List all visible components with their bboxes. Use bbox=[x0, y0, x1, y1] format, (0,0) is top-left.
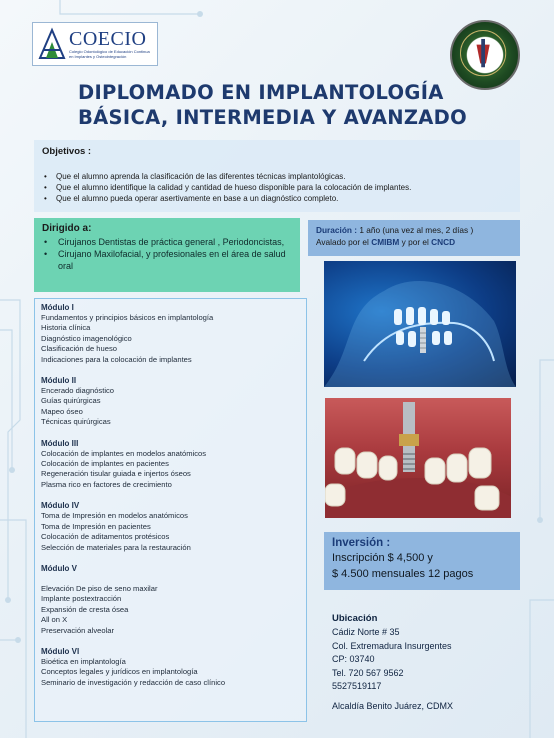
address-postal-code: CP: 03740 bbox=[332, 654, 375, 664]
module-item: Toma de Impresión en pacientes bbox=[41, 521, 151, 531]
module-item: Historia clínica bbox=[41, 323, 91, 333]
objective-item: • Que el alumno aprenda la clasificación de las diferentes técnicas implantológicas. bbox=[42, 171, 512, 182]
module-item: All on X bbox=[41, 615, 68, 625]
page-title bbox=[78, 80, 478, 130]
phone-number: Tel. 720 567 9562 bbox=[332, 667, 404, 678]
module-title: Módulo III bbox=[41, 438, 79, 448]
endorsement-prefix: Avalado por el bbox=[316, 237, 372, 247]
module-title: Módulo V bbox=[41, 563, 77, 573]
module-item: Colocación de implantes en pacientes bbox=[41, 459, 169, 469]
dental-implant-image bbox=[325, 398, 511, 518]
audience-item: • Cirujano Maxilofacial, y profesionales en el área de salud oral bbox=[42, 248, 292, 272]
module-3 bbox=[41, 439, 300, 491]
module-item: Plasma rico en factores de crecimiento bbox=[41, 479, 172, 489]
objective-item: • Que el alumno identifique la calidad y cantidad de hueso disponible para la colocación de implantes. bbox=[42, 182, 512, 193]
title-line-2: BÁSICA, INTERMEDIA Y AVANZADO bbox=[78, 106, 468, 129]
module-title: Módulo II bbox=[41, 376, 77, 386]
location-heading: Ubicación bbox=[332, 613, 378, 624]
module-item: Guías quirúrgicas bbox=[41, 396, 101, 406]
module-item: Colocación de aditamentos protésicos bbox=[41, 532, 170, 542]
logo-tooth-icon bbox=[37, 26, 67, 62]
duration-line bbox=[316, 224, 512, 236]
module-item: Seminario de investigación y redacción de caso clínico bbox=[41, 677, 226, 687]
module-item: Mapeo óseo bbox=[41, 406, 83, 416]
logo-subtitle-1: Colegio Odontológico de Educación Continua bbox=[69, 49, 150, 54]
module-item: Colocación de implantes en modelos anatómicos bbox=[41, 448, 207, 458]
module-1 bbox=[41, 303, 300, 365]
module-title: Módulo IV bbox=[41, 501, 80, 511]
duration-label: Duración : bbox=[316, 225, 358, 235]
module-6 bbox=[41, 647, 300, 688]
module-item: Selección de materiales para la restauración bbox=[41, 542, 191, 552]
module-item: Diagnóstico imagenológico bbox=[41, 333, 132, 343]
phone-number-2: 5527519117 bbox=[332, 681, 382, 691]
module-item: Expansión de cresta ósea bbox=[41, 604, 129, 614]
module-4 bbox=[41, 501, 300, 553]
skull-implant-xray-image bbox=[324, 261, 516, 387]
investment-enrollment: Inscripción $ 4,500 y bbox=[332, 552, 433, 564]
endorsing-org-2: CNCD bbox=[431, 237, 456, 247]
endorsement-connector: y por el bbox=[399, 237, 432, 247]
target-audience-list bbox=[42, 236, 292, 272]
address-street: Cádiz Norte # 35 bbox=[332, 627, 400, 637]
module-item: Indicaciones para la colocación de implantes bbox=[41, 354, 192, 364]
objectives-heading: Objetivos : bbox=[42, 146, 92, 157]
module-title: Módulo I bbox=[41, 303, 74, 312]
coecio-logo bbox=[32, 22, 158, 66]
target-audience-heading: Dirigido a: bbox=[42, 223, 92, 234]
module-item: Técnicas quirúrgicas bbox=[41, 417, 111, 427]
title-line-1: DIPLOMADO EN IMPLANTOLOGÍA bbox=[78, 81, 444, 104]
location-block bbox=[332, 612, 522, 713]
logo-title: COECIO bbox=[69, 28, 147, 50]
address-colony: Col. Extremadura Insurgentes bbox=[332, 640, 452, 651]
objective-item: • Que el alumno pueda operar asertivamente en base a un diagnóstico completo. bbox=[42, 193, 512, 204]
endorsement-line bbox=[316, 236, 512, 248]
module-2 bbox=[41, 376, 300, 428]
audience-item: • Cirujanos Dentistas de práctica general , Periodoncistas, bbox=[42, 236, 292, 248]
investment-monthly: $ 4.500 mensuales 12 pagos bbox=[332, 568, 474, 580]
module-item: Elevación De piso de seno maxilar bbox=[41, 583, 158, 593]
logo-subtitle-2: en Implantes y Osteointegración bbox=[69, 54, 127, 59]
module-item: Preservación alveolar bbox=[41, 625, 115, 635]
address-borough: Alcaldía Benito Juárez, CDMX bbox=[332, 700, 454, 711]
module-item: Encerado diagnóstico bbox=[41, 386, 115, 396]
duration-box bbox=[308, 220, 520, 256]
modules-box bbox=[34, 298, 307, 722]
duration-value: 1 año (una vez al mes, 2 días ) bbox=[357, 225, 474, 235]
investment-heading: Inversión : bbox=[332, 537, 391, 549]
module-title: Módulo VI bbox=[41, 646, 80, 656]
objectives-box bbox=[34, 140, 520, 212]
module-item: Implante postextracción bbox=[41, 594, 122, 604]
module-item: Regeneración tisular guiada e injertos óseos bbox=[41, 469, 191, 479]
module-item: Toma de Impresión en modelos anatómicos bbox=[41, 511, 188, 521]
module-5 bbox=[41, 564, 300, 636]
module-item: Bioética en implantología bbox=[41, 656, 126, 666]
module-item: Fundamentos y principios básicos en implantología bbox=[41, 313, 214, 322]
objectives-list bbox=[42, 171, 512, 204]
target-audience-box bbox=[34, 218, 300, 292]
module-item: Conceptos legales y jurídicos en implantología bbox=[41, 667, 198, 677]
endorsing-org-1: CMIBM bbox=[371, 237, 400, 247]
investment-box bbox=[324, 532, 520, 590]
module-item: Clasificación de hueso bbox=[41, 344, 117, 354]
